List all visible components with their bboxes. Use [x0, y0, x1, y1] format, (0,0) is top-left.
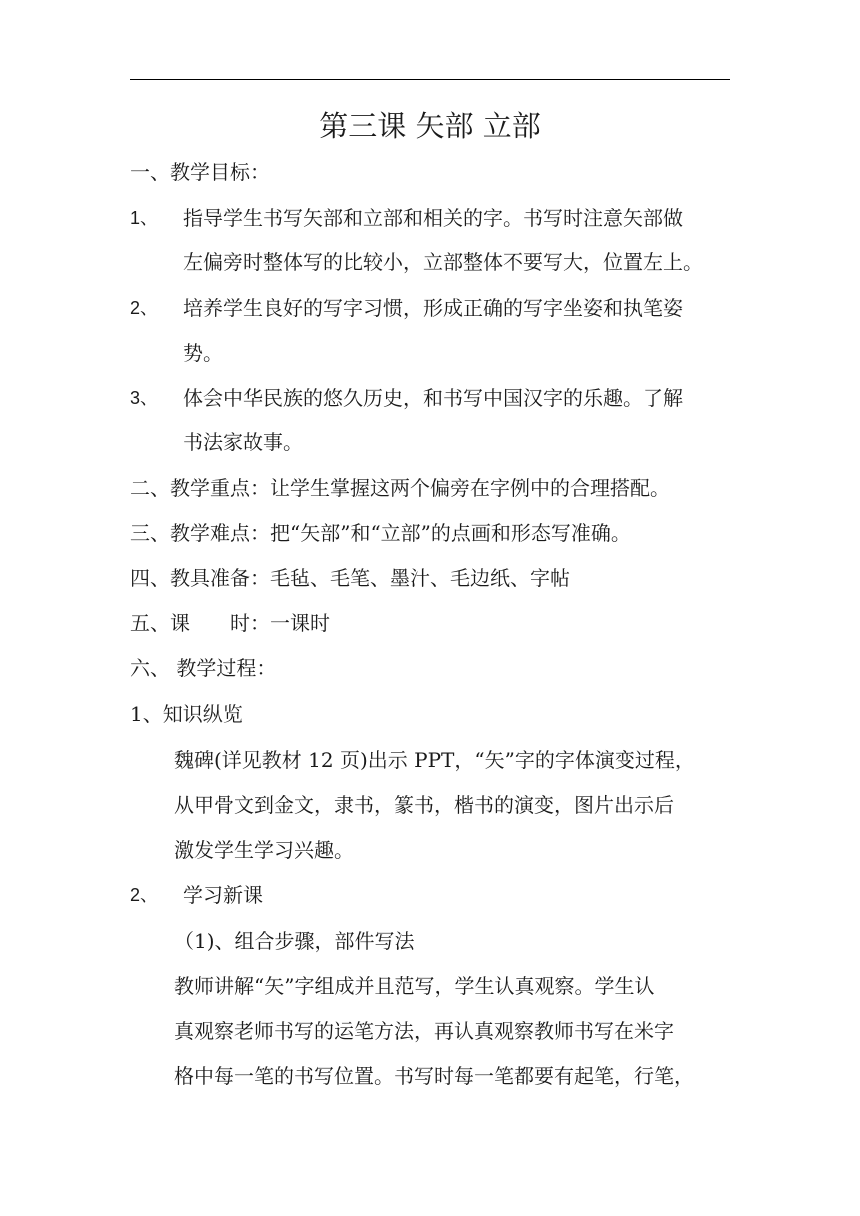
objective-3-line-2: 书法家故事。: [183, 430, 303, 454]
objective-2-line-2: 势。: [183, 341, 223, 365]
section-materials: 四、教具准备：毛毡、毛笔、墨汁、毛边纸、字帖: [130, 566, 570, 590]
objective-3-number: 3、: [130, 388, 159, 408]
section-objectives-heading: 一、教学目标：: [130, 160, 270, 184]
section-key-points: 二、教学重点：让学生掌握这两个偏旁在字例中的合理搭配。: [130, 476, 670, 500]
process-part-2-line-1: 教师讲解“矢”字组成并且范写，学生认真观察。学生认: [174, 974, 655, 998]
process-part-1-line-1: 魏碑(详见教材 12 页)出示 PPT，“矢”字的字体演变过程，: [174, 748, 695, 772]
objective-1-line-1: 指导学生书写矢部和立部和相关的字。书写时注意矢部做: [183, 206, 683, 230]
process-part-2-heading: 学习新课: [183, 883, 263, 907]
objective-3-line-1: 体会中华民族的悠久历史，和书写中国汉字的乐趣。了解: [183, 386, 683, 410]
objective-1-line-2: 左偏旁时整体写的比较小，立部整体不要写大，位置左上。: [183, 250, 703, 274]
lesson-title: 第三课 矢部 立部: [319, 109, 541, 143]
section-process-heading: 六、 教学过程：: [130, 656, 277, 680]
process-part-2-subheading: （1)、组合步骤，部件写法: [174, 929, 415, 953]
process-part-2-line-3: 格中每一笔的书写位置。书写时每一笔都要有起笔，行笔，: [174, 1064, 694, 1088]
process-part-2-line-2: 真观察老师书写的运笔方法，再认真观察教师书写在米字: [174, 1019, 674, 1043]
objective-2-line-1: 培养学生良好的写字习惯，形成正确的写字坐姿和执笔姿: [183, 296, 683, 320]
process-part-1-heading: 1、知识纵览: [130, 702, 243, 726]
process-part-2-number: 2、: [130, 885, 159, 905]
header-rule: [130, 79, 730, 80]
objective-1-number: 1、: [130, 208, 159, 228]
objective-2-number: 2、: [130, 298, 159, 318]
section-difficulties: 三、教学难点：把“矢部”和“立部”的点画和形态写准确。: [130, 521, 631, 545]
process-part-1-line-2: 从甲骨文到金文，隶书，篆书，楷书的演变，图片出示后: [174, 793, 674, 817]
section-class-hours: 五、课 时：一课时: [130, 611, 330, 635]
process-part-1-line-3: 激发学生学习兴趣。: [174, 838, 354, 862]
